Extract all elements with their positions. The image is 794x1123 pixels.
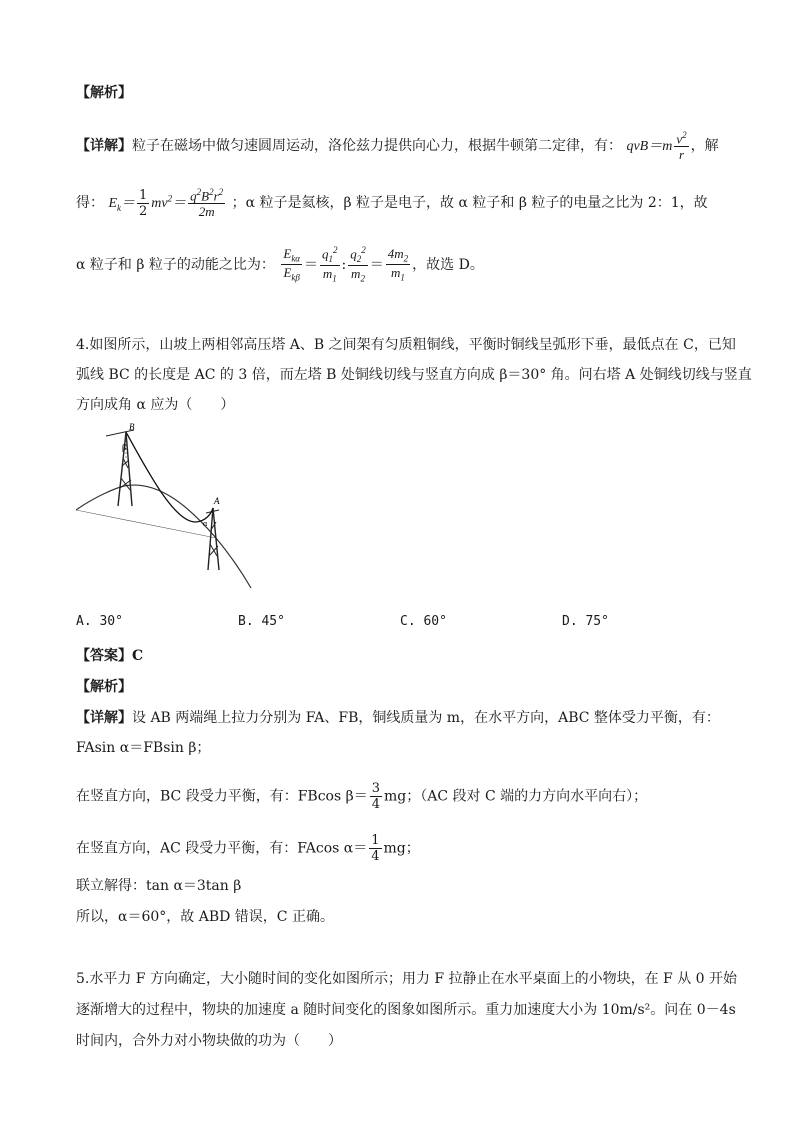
detail2-line-5: 联立解得：tan α＝3tan β	[76, 878, 242, 894]
detail-line-3: α 粒子和 β 粒子的动能之比为： $\frac{E_{k\alpha}}{E_{k\beta}}$ ＝ $\frac{q_1^2}{m_1}$ : $\frac{q_2^2}{m_2}$ ＝ $\frac{4m_2}{m_1}$ ，故选 D。	[76, 245, 484, 284]
question-4-line-2: 弧线 BC 的长度是 AC 的 3 倍，而左塔 B 处铜线切线与竖直方向成 β＝30° 角。问右塔 A 处铜线切线与竖直	[76, 367, 752, 383]
detail2-line-4	[76, 834, 420, 863]
fraction-num: 3	[371, 781, 380, 796]
detail-text: 在竖直方向，AC 段受力平衡，有：FAcos α＝	[76, 840, 368, 857]
question-4-line-3: 方向成角 α 应为（ ）	[76, 397, 235, 413]
formula-fraction-q2m2: $\frac{q_2^2}{m_2}$	[350, 245, 366, 284]
fraction-1-4	[369, 834, 381, 863]
detail-text-start: 得：	[76, 195, 104, 212]
option-b: B. 45°	[238, 614, 285, 629]
detail-text: 粒子在磁场中做匀速圆周运动，洛伦兹力提供向心力，根据牛顿第二定律，有：	[132, 138, 622, 155]
formula-fraction-q1m1: $\frac{q_1^2}{m_1}$	[322, 245, 338, 284]
detail-text: mg；	[383, 840, 420, 857]
label-alpha: α	[203, 519, 208, 528]
option-d: D. 75°	[562, 614, 609, 629]
detail2-line-2: FAsin α＝FBsin β；	[76, 740, 211, 756]
detail2-line-6: 所以，α＝60°，故 ABD 错误，C 正确。	[76, 909, 334, 925]
fraction-den: 4	[371, 849, 380, 864]
option-a: A. 30°	[76, 614, 123, 629]
formula-fraction-q2b2r2: $\frac{q^2B^2r^2}{2m}$	[190, 187, 224, 220]
question-5-line-1: 5.水平力 F 方向确定，大小随时间的变化如图所示；用力 F 拉静止在水平桌面上的小物块，在 F 从 0 开始	[76, 971, 738, 987]
detail-text: mg；（AC 段对 C 端的力方向水平向右）；	[384, 788, 648, 805]
detail-text: 设 AB 两端绳上拉力分别为 FA、FB，铜线质量为 m，在水平方向，ABC 整体受力平衡，有：	[132, 710, 720, 726]
formula-qvb: qvB＝m	[626, 139, 673, 155]
detail-text: ；α 粒子是氦核，β 粒子是电子，故 α 粒子和 β 粒子的电量之比为 2：1，故	[231, 195, 708, 212]
formula-fraction-v2-r: $\frac{v^2}{r}$	[676, 130, 687, 163]
left-tower-b	[106, 430, 134, 506]
detail-tag: 【详解】	[76, 710, 132, 726]
fraction-den: 4	[371, 797, 380, 812]
detail-text-end: ，故选 D。	[412, 256, 484, 273]
detail-line-1	[76, 131, 719, 161]
hillside-outline	[76, 485, 251, 588]
label-b: B	[129, 422, 135, 432]
copper-cable	[126, 432, 213, 522]
formula-fraction-ek-ratio: $\frac{E_{k\alpha}}{E_{k\beta}}$	[283, 245, 301, 283]
tower-cable-figure	[76, 418, 256, 593]
question-5-line-2: 逐渐增大的过程中，物块的加速度 a 随时间变化的图象如图所示。重力加速度大小为 10m/s²。问在 0－4s	[76, 1002, 736, 1018]
formula-mv2: $mv^2=$	[151, 193, 187, 212]
label-a: A	[214, 496, 220, 506]
detail-text: 在竖直方向，BC 段受力平衡，有：FBcos β＝	[76, 788, 368, 805]
option-c: C. 60°	[400, 614, 447, 629]
analysis-heading-2: 【解析】	[76, 679, 132, 695]
fraction-3-4	[370, 782, 382, 811]
formula-fraction-4m2m1: $\frac{4m_2}{m_1}$	[387, 245, 409, 283]
question-5-line-3: 时间内，合外力对小物块做的功为（ ）	[76, 1033, 342, 1049]
detail-line-2	[76, 188, 708, 218]
label-beta: β	[122, 443, 127, 452]
formula-fraction-half: $\frac{1}{2}$	[139, 187, 148, 219]
detail-text: α 粒子和 β 粒子的动能之比为：	[76, 256, 275, 273]
analysis-heading-1: 【解析】	[76, 85, 132, 101]
question-4-line-1: 4.如图所示，山坡上两相邻高压塔 A、B 之间架有匀质粗铜线，平衡时铜线呈弧形下垂，最低点在 C，已知	[76, 337, 736, 353]
answer-line: 【答案】C	[76, 648, 144, 664]
baseline	[76, 510, 216, 538]
fraction-num: 1	[371, 833, 380, 848]
detail2-line-1	[76, 707, 720, 727]
detail2-line-3	[76, 782, 647, 811]
detail-tag: 【详解】	[76, 138, 132, 155]
detail-text-end: ，解	[690, 138, 719, 155]
formula-ek: $E_k=$	[108, 196, 136, 213]
